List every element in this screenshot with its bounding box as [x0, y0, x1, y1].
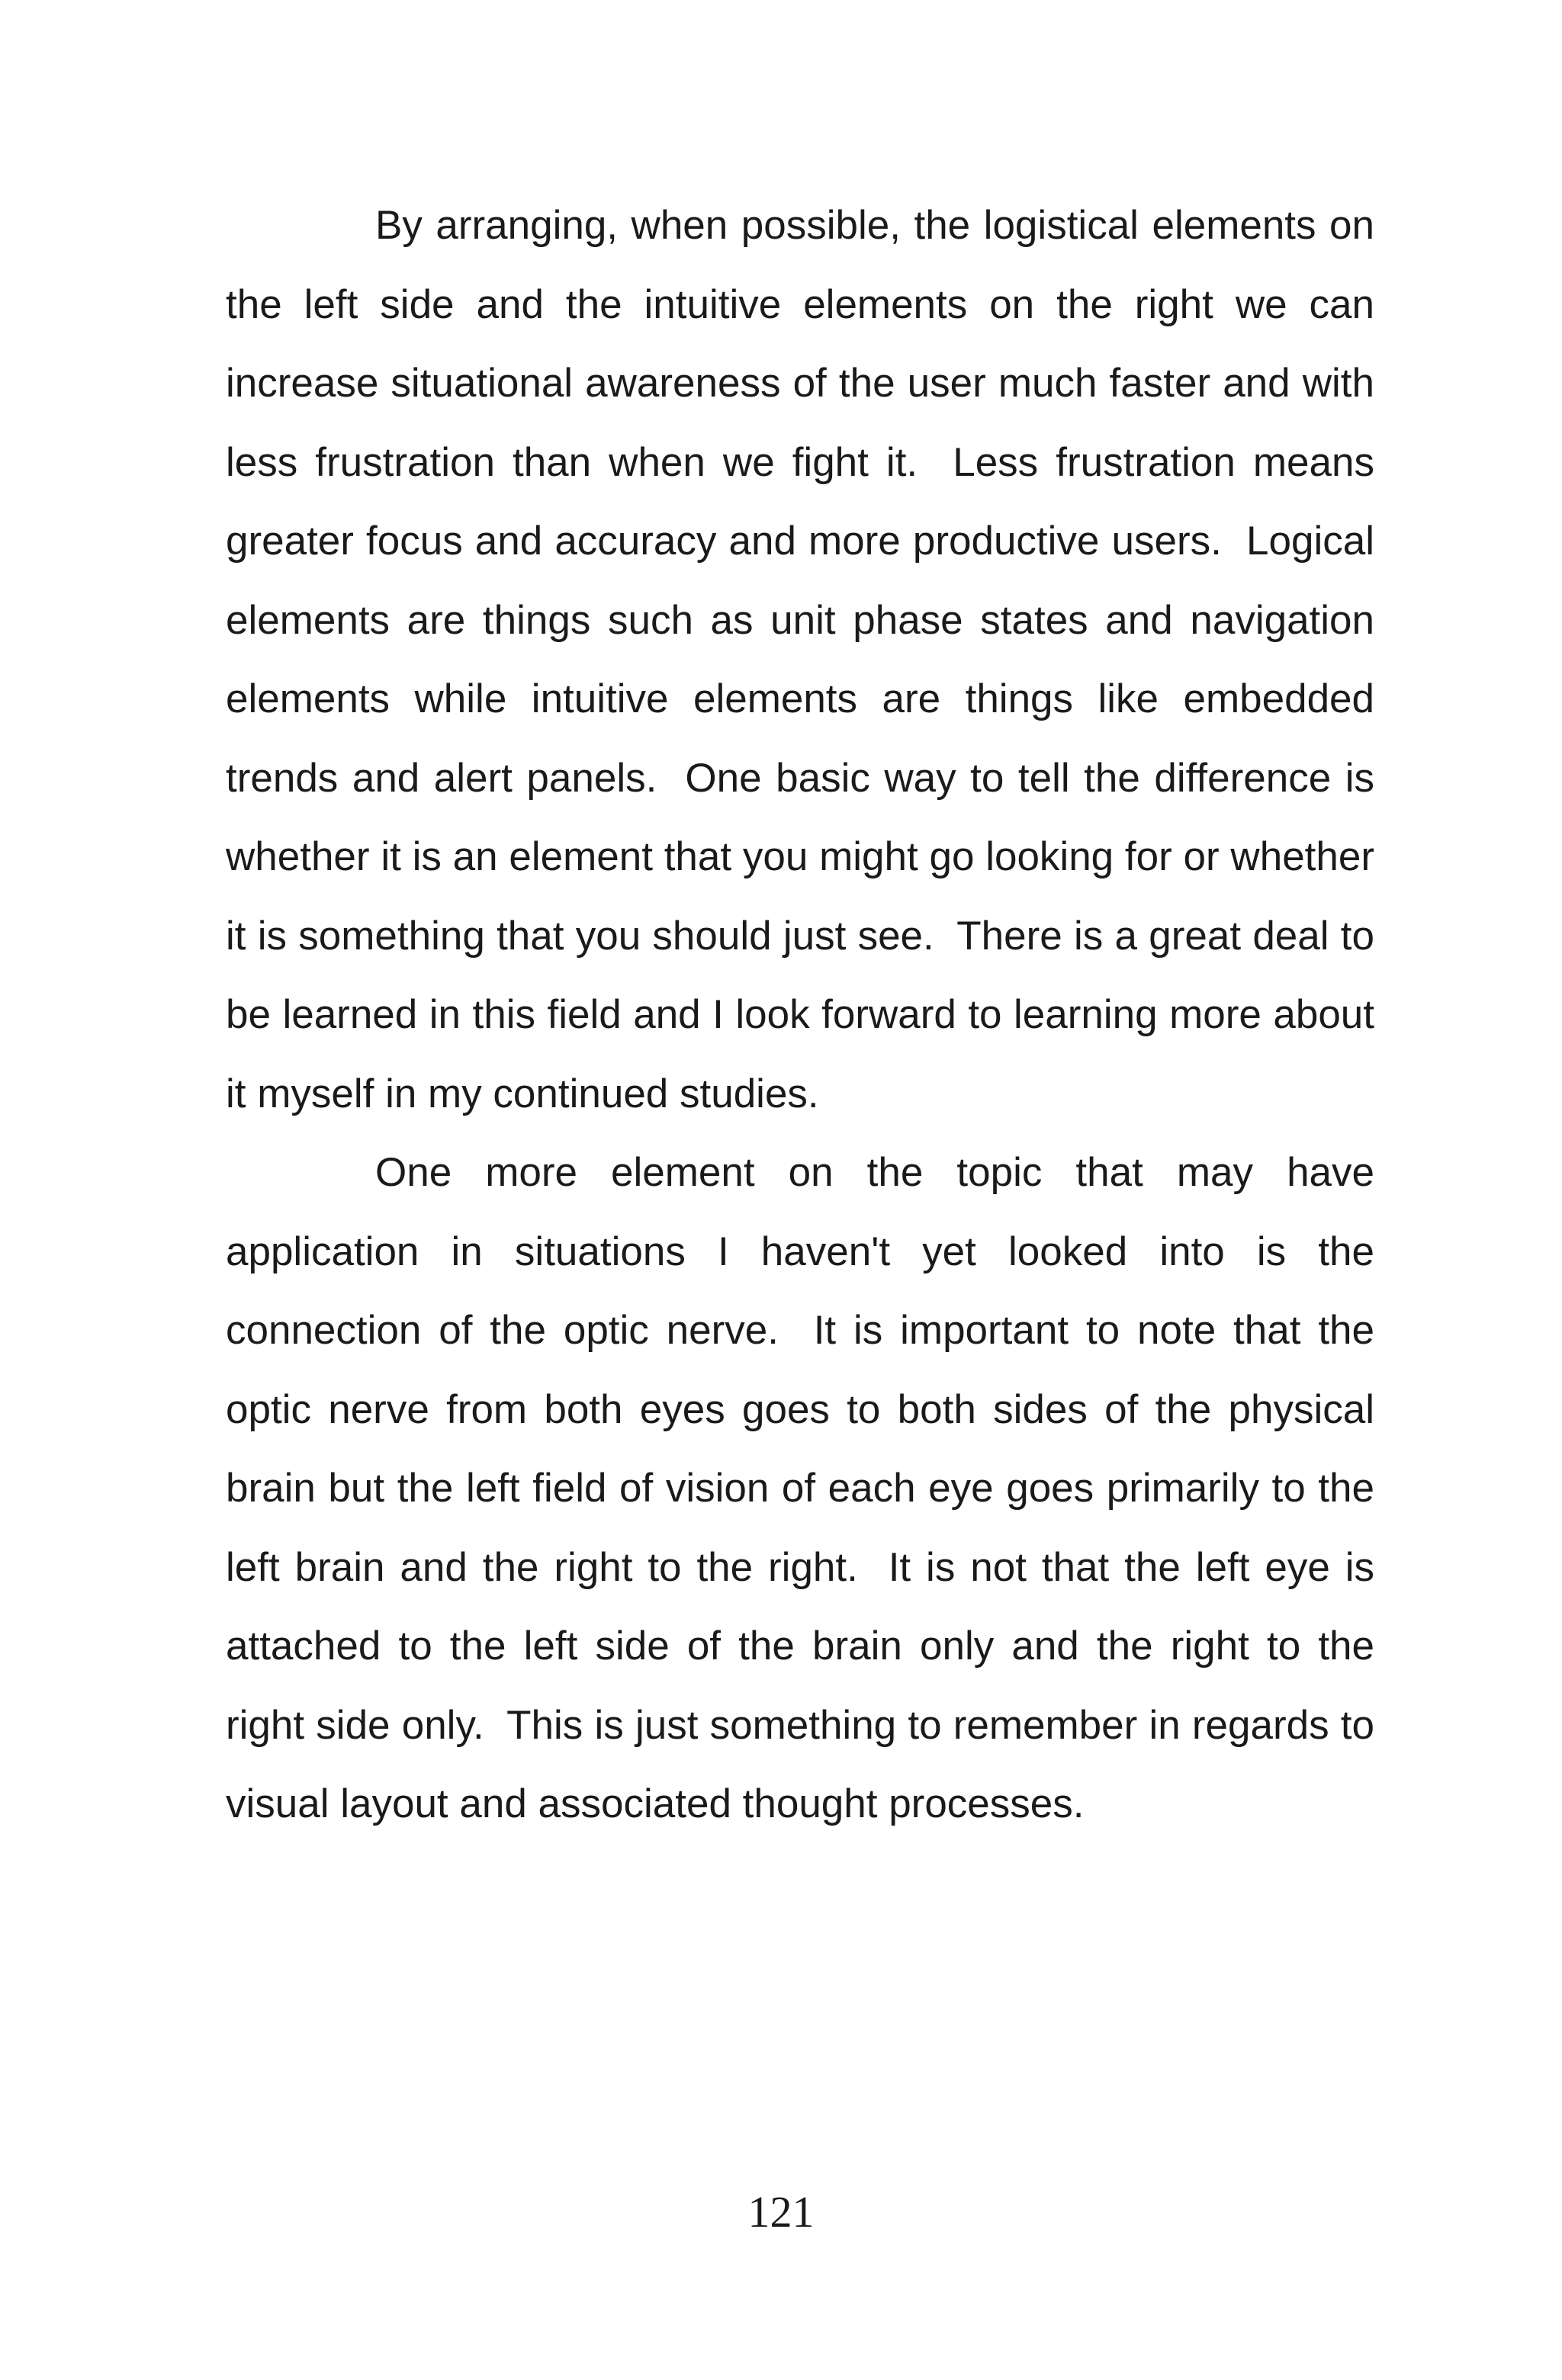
paragraph-logical-intuitive-layout: By arranging, when possible, the logistical elements on the left side and the intuitive elements on the right we can increase situational awareness of the user much faster and with less frustration than when we fight it. Less frustration means greater focus and accuracy and more productive users. Logical elements are things such as unit phase states and navigation elements while intuitive elements are things like embedded trends and alert panels. One basic way to tell the difference is whether it is an element that you might go looking for or whether it is something that you should just see. There is a great deal to be learned in this field and I look forward to learning more about it myself in my continued studies. — [226, 203, 1374, 1116]
body-text — [226, 186, 1374, 1844]
paragraph-optic-nerve: One more element on the topic that may have application in situations I haven't yet looked into is the connection of the optic nerve. It is important to note that the optic nerve from both eyes goes to both sides of the physical brain but the left field of vision of each eye goes primarily to the left brain and the right to the right. It is not that the left eye is attached to the left side of the brain only and the right to the right side only. This is just something to remember in regards to visual layout and associated thought processes. — [226, 1150, 1374, 1826]
page-number: 121 — [747, 2187, 815, 2237]
